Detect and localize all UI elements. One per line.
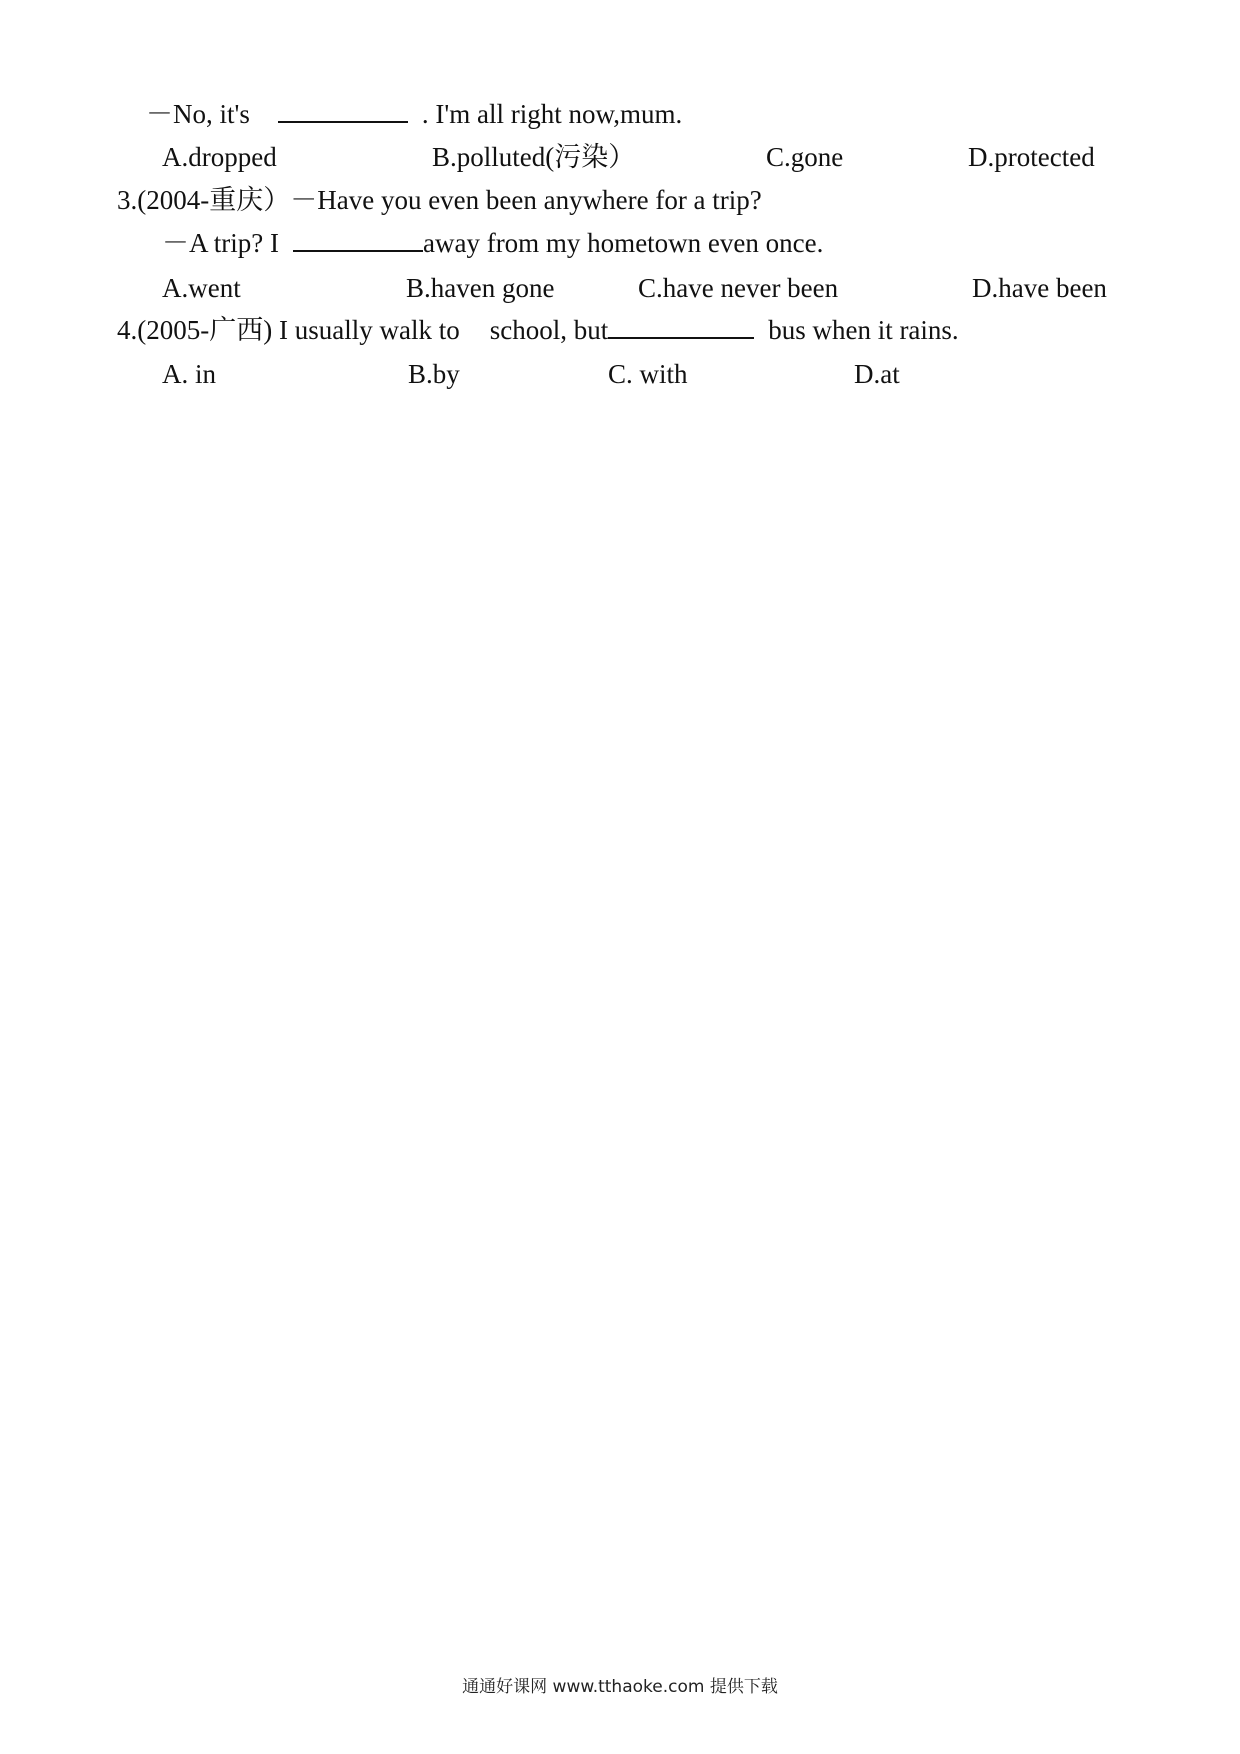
q4-stem-suffix: bus when it rains.: [768, 315, 959, 345]
q3-option-d: D.have been: [972, 273, 1107, 303]
q2-option-c: C.gone: [766, 142, 844, 172]
q3-stem: 3.(2004-重庆）－Have you even been anywhere for a trip?: [117, 185, 762, 215]
q2-reply-suffix: . I'm all right now,mum.: [421, 99, 683, 129]
q4-option-b: B.by: [408, 359, 460, 389]
q4-stem-middle: school, but: [489, 315, 609, 345]
q3-reply-prefix: －A trip? I: [162, 228, 279, 258]
q4-option-a: A. in: [162, 359, 216, 389]
q3-answer-blank: [293, 228, 423, 252]
page-footer: 通通好课网 www.tthaoke.com 提供下载: [462, 1677, 778, 1697]
q3-option-c: C.have never been: [638, 273, 839, 303]
q2-option-d: D.protected: [968, 142, 1095, 172]
q3-option-a: A.went: [162, 273, 241, 303]
q2-reply-prefix: －No, it's: [146, 99, 250, 129]
q2-option-b: B.polluted(污染）: [432, 142, 636, 172]
q3-option-b: B.haven gone: [406, 273, 555, 303]
q3-reply-suffix: away from my hometown even once.: [422, 228, 824, 258]
q3-reply-line: [162, 227, 823, 259]
q4-answer-blank: [608, 315, 754, 339]
q4-stem: [117, 314, 959, 346]
q2-answer-blank: [278, 99, 408, 123]
q2-option-a: A.dropped: [162, 142, 277, 172]
q4-option-c: C. with: [608, 359, 688, 389]
q4-stem-prefix: 4.(2005-广西) I usually walk to: [117, 315, 460, 345]
q4-option-d: D.at: [854, 359, 900, 389]
q2-reply-line: [146, 98, 682, 130]
